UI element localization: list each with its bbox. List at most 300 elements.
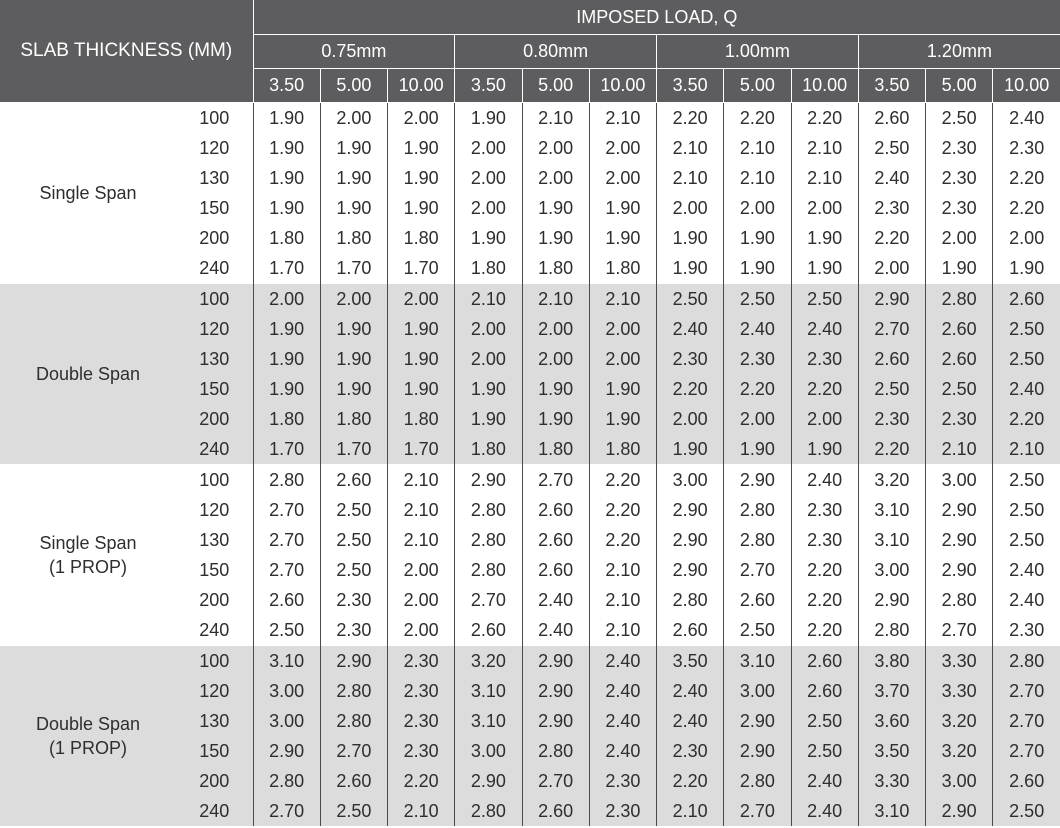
- span-value-cell: 1.70: [253, 253, 320, 284]
- span-value-cell: 2.00: [589, 344, 656, 374]
- span-value-cell: 3.10: [858, 495, 925, 525]
- span-value-cell: 1.90: [388, 163, 455, 193]
- span-value-cell: 3.00: [724, 676, 791, 706]
- span-value-cell: 2.70: [455, 585, 522, 615]
- span-value-cell: 2.30: [926, 133, 993, 163]
- span-value-cell: 1.90: [522, 404, 589, 434]
- slab-thickness-cell: 240: [199, 257, 230, 278]
- span-value-cell: 2.20: [724, 103, 791, 134]
- span-value-cell: 2.00: [388, 555, 455, 585]
- span-type-label: [0, 284, 176, 465]
- slab-thickness-cell: 150: [176, 374, 253, 404]
- slab-thickness-cell: 130: [199, 529, 230, 550]
- span-value-cell: 2.60: [993, 284, 1060, 315]
- span-value-cell: 2.10: [589, 103, 656, 134]
- span-value-cell: 2.30: [791, 344, 858, 374]
- span-value-cell: 2.40: [858, 163, 925, 193]
- span-value-cell: 2.10: [791, 163, 858, 193]
- span-value-cell: 2.30: [388, 676, 455, 706]
- span-value-cell: 2.30: [388, 646, 455, 677]
- span-value-cell: 1.90: [320, 344, 387, 374]
- load-value-header: 5.00: [724, 69, 791, 103]
- span-value-cell: 1.90: [253, 374, 320, 404]
- span-value-cell: 3.10: [858, 796, 925, 826]
- span-value-cell: 3.00: [858, 555, 925, 585]
- span-value-cell: 2.00: [388, 103, 455, 134]
- span-value-cell: 2.80: [455, 555, 522, 585]
- span-value-cell: 3.00: [455, 736, 522, 766]
- span-value-cell: 2.70: [253, 555, 320, 585]
- span-value-cell: 1.90: [522, 223, 589, 253]
- span-value-cell: 1.90: [724, 434, 791, 465]
- span-value-cell: 2.30: [657, 736, 724, 766]
- span-value-cell: 2.10: [589, 555, 656, 585]
- span-value-cell: 2.50: [993, 495, 1060, 525]
- load-value-header: 10.00: [388, 69, 455, 103]
- load-value-header: 3.50: [455, 69, 522, 103]
- slab-thickness-cell: 130: [199, 167, 230, 188]
- span-value-cell: 1.90: [926, 253, 993, 284]
- span-value-cell: 2.60: [926, 314, 993, 344]
- span-value-cell: 2.00: [522, 344, 589, 374]
- span-value-cell: 3.30: [858, 766, 925, 796]
- span-value-cell: 1.90: [522, 193, 589, 223]
- span-value-cell: 2.50: [993, 796, 1060, 826]
- span-value-cell: 2.30: [926, 404, 993, 434]
- span-value-cell: 3.00: [657, 465, 724, 496]
- span-value-cell: 2.80: [724, 766, 791, 796]
- span-value-cell: 2.30: [388, 736, 455, 766]
- slab-thickness-cell: 240: [176, 796, 253, 826]
- span-value-cell: 3.20: [858, 465, 925, 496]
- span-value-cell: 2.90: [253, 736, 320, 766]
- span-value-cell: 2.00: [522, 163, 589, 193]
- span-value-cell: 1.90: [253, 103, 320, 134]
- span-value-cell: 1.90: [791, 253, 858, 284]
- table-row: [0, 465, 1060, 496]
- span-type-label-line: Double Span: [35, 714, 141, 734]
- span-type-label-line: (1 PROP): [48, 738, 127, 758]
- span-value-cell: 2.00: [858, 253, 925, 284]
- span-value-cell: 2.50: [993, 525, 1060, 555]
- span-value-cell: 3.30: [926, 676, 993, 706]
- span-type-label-line: Single Span: [39, 533, 137, 553]
- slab-thickness-cell: 130: [176, 706, 253, 736]
- span-value-cell: 2.00: [388, 284, 455, 315]
- span-value-cell: 2.20: [589, 495, 656, 525]
- span-value-cell: 2.50: [320, 495, 387, 525]
- span-value-cell: 2.00: [589, 314, 656, 344]
- slab-thickness-header: SLAB THICKNESS (MM): [0, 0, 253, 103]
- span-group: [0, 646, 1060, 827]
- span-value-cell: 1.90: [253, 314, 320, 344]
- span-value-cell: 2.90: [926, 796, 993, 826]
- slab-thickness-cell: 120: [176, 676, 253, 706]
- span-value-cell: 1.90: [657, 223, 724, 253]
- span-value-cell: 3.10: [253, 646, 320, 677]
- span-value-cell: 3.60: [858, 706, 925, 736]
- span-value-cell: 2.00: [455, 133, 522, 163]
- span-value-cell: 2.10: [926, 434, 993, 465]
- span-value-cell: 1.90: [724, 253, 791, 284]
- span-value-cell: 1.80: [455, 434, 522, 465]
- span-value-cell: 2.00: [791, 193, 858, 223]
- span-value-cell: 2.00: [657, 193, 724, 223]
- span-value-cell: 2.60: [993, 766, 1060, 796]
- span-value-cell: 1.70: [320, 253, 387, 284]
- span-value-cell: 2.20: [791, 103, 858, 134]
- span-value-cell: 1.90: [388, 314, 455, 344]
- span-type-label: [0, 646, 176, 827]
- load-value-header: 5.00: [522, 69, 589, 103]
- span-value-cell: 1.90: [320, 314, 387, 344]
- table-row: [0, 103, 1060, 134]
- span-value-cell: 2.00: [522, 133, 589, 163]
- span-value-cell: 2.10: [388, 465, 455, 496]
- span-value-cell: 1.80: [522, 434, 589, 465]
- slab-thickness-cell: 240: [199, 619, 230, 640]
- slab-thickness-cell: 200: [199, 227, 230, 248]
- span-value-cell: 2.90: [657, 495, 724, 525]
- span-type-label-line: (1 PROP): [48, 557, 127, 577]
- span-value-cell: 2.20: [388, 766, 455, 796]
- span-value-cell: 2.10: [724, 133, 791, 163]
- span-value-cell: 2.10: [993, 434, 1060, 465]
- span-value-cell: 2.80: [522, 736, 589, 766]
- span-value-cell: 2.40: [522, 615, 589, 646]
- span-value-cell: 3.10: [455, 676, 522, 706]
- span-value-cell: 2.30: [858, 193, 925, 223]
- span-value-cell: 2.20: [724, 374, 791, 404]
- span-value-cell: 1.90: [455, 223, 522, 253]
- span-value-cell: 2.10: [388, 495, 455, 525]
- span-value-cell: 2.20: [858, 223, 925, 253]
- span-value-cell: 2.70: [522, 465, 589, 496]
- span-value-cell: 3.10: [455, 706, 522, 736]
- span-value-cell: 2.80: [926, 585, 993, 615]
- slab-thickness-cell: 130: [176, 344, 253, 374]
- span-group: [0, 284, 1060, 465]
- span-value-cell: 2.20: [657, 103, 724, 134]
- span-value-cell: 2.60: [858, 103, 925, 134]
- span-value-cell: 2.30: [791, 495, 858, 525]
- span-value-cell: 2.80: [657, 585, 724, 615]
- span-value-cell: 2.40: [589, 736, 656, 766]
- span-value-cell: 2.50: [926, 374, 993, 404]
- span-value-cell: 2.00: [320, 284, 387, 315]
- slab-thickness-cell: 100: [176, 284, 253, 315]
- span-value-cell: 1.90: [589, 404, 656, 434]
- span-value-cell: 2.20: [791, 585, 858, 615]
- span-value-cell: 2.10: [657, 133, 724, 163]
- span-value-cell: 3.80: [858, 646, 925, 677]
- imposed-load-header: IMPOSED LOAD, Q: [253, 0, 1060, 35]
- span-value-cell: 2.90: [926, 525, 993, 555]
- span-value-cell: 2.10: [589, 284, 656, 315]
- span-value-cell: 2.40: [589, 676, 656, 706]
- span-value-cell: 1.80: [253, 404, 320, 434]
- span-value-cell: 1.80: [455, 253, 522, 284]
- slab-thickness-cell: 120: [199, 499, 230, 520]
- span-value-cell: 3.50: [657, 646, 724, 677]
- span-value-cell: 2.50: [724, 615, 791, 646]
- span-type-label: [0, 103, 176, 284]
- span-value-cell: 3.00: [253, 706, 320, 736]
- slab-thickness-cell: 200: [199, 589, 230, 610]
- span-value-cell: 2.30: [858, 404, 925, 434]
- span-value-cell: 2.80: [724, 495, 791, 525]
- span-value-cell: 3.20: [926, 736, 993, 766]
- span-value-cell: 1.90: [320, 133, 387, 163]
- span-value-cell: 1.90: [253, 193, 320, 223]
- span-value-cell: 2.00: [589, 133, 656, 163]
- span-value-cell: 3.00: [926, 766, 993, 796]
- span-value-cell: 2.80: [253, 766, 320, 796]
- span-value-cell: 2.50: [791, 284, 858, 315]
- span-value-cell: 2.00: [522, 314, 589, 344]
- span-value-cell: 2.20: [589, 465, 656, 496]
- span-value-cell: 2.70: [993, 676, 1060, 706]
- span-value-cell: 1.80: [589, 434, 656, 465]
- span-value-cell: 1.80: [253, 223, 320, 253]
- load-value-header: 3.50: [253, 69, 320, 103]
- span-value-cell: 1.90: [657, 253, 724, 284]
- span-value-cell: 2.70: [858, 314, 925, 344]
- span-value-cell: 1.90: [791, 434, 858, 465]
- span-value-cell: 2.10: [522, 103, 589, 134]
- span-value-cell: 2.00: [724, 193, 791, 223]
- span-value-cell: 2.20: [993, 193, 1060, 223]
- gauge-header: 0.80mm: [455, 35, 657, 69]
- span-value-cell: 2.90: [724, 736, 791, 766]
- gauge-header: 1.00mm: [657, 35, 859, 69]
- span-value-cell: 2.90: [455, 465, 522, 496]
- load-value-header: 10.00: [791, 69, 858, 103]
- span-value-cell: 1.90: [320, 163, 387, 193]
- span-value-cell: 2.40: [791, 314, 858, 344]
- span-value-cell: 2.80: [455, 525, 522, 555]
- span-value-cell: 2.60: [522, 796, 589, 826]
- span-value-cell: 2.30: [926, 193, 993, 223]
- span-value-cell: 2.30: [320, 585, 387, 615]
- span-value-cell: 2.40: [993, 374, 1060, 404]
- span-value-cell: 2.70: [253, 796, 320, 826]
- span-value-cell: 2.00: [724, 404, 791, 434]
- span-value-cell: 2.30: [388, 706, 455, 736]
- span-value-cell: 3.10: [724, 646, 791, 677]
- span-value-cell: 1.90: [657, 434, 724, 465]
- span-value-cell: 3.00: [926, 465, 993, 496]
- span-value-cell: 2.70: [724, 796, 791, 826]
- span-value-cell: 2.90: [724, 706, 791, 736]
- load-value-header: 10.00: [993, 69, 1060, 103]
- span-value-cell: 2.90: [320, 646, 387, 677]
- span-value-cell: 2.70: [926, 615, 993, 646]
- span-value-cell: 2.30: [791, 525, 858, 555]
- span-value-cell: 2.80: [320, 706, 387, 736]
- span-value-cell: 2.90: [724, 465, 791, 496]
- span-value-cell: 2.30: [993, 615, 1060, 646]
- gauge-header: 1.20mm: [858, 35, 1060, 69]
- span-value-cell: 2.00: [455, 314, 522, 344]
- span-value-cell: 1.90: [253, 133, 320, 163]
- span-value-cell: 3.50: [858, 736, 925, 766]
- span-value-cell: 2.50: [926, 103, 993, 134]
- span-value-cell: 2.00: [455, 344, 522, 374]
- span-value-cell: 2.40: [993, 555, 1060, 585]
- span-value-cell: 2.30: [993, 133, 1060, 163]
- span-value-cell: 2.70: [993, 706, 1060, 736]
- span-value-cell: 2.20: [791, 555, 858, 585]
- load-value-header: 5.00: [926, 69, 993, 103]
- span-value-cell: 3.20: [455, 646, 522, 677]
- span-value-cell: 2.80: [993, 646, 1060, 677]
- span-value-cell: 2.30: [589, 766, 656, 796]
- span-value-cell: 2.70: [993, 736, 1060, 766]
- span-value-cell: 3.70: [858, 676, 925, 706]
- span-value-cell: 2.80: [926, 284, 993, 315]
- table-row: [0, 646, 1060, 677]
- span-value-cell: 2.60: [926, 344, 993, 374]
- span-group: [0, 103, 1060, 284]
- span-value-cell: 2.90: [926, 555, 993, 585]
- span-value-cell: 1.90: [455, 374, 522, 404]
- span-value-cell: 2.40: [657, 676, 724, 706]
- span-value-cell: 1.70: [320, 434, 387, 465]
- span-value-cell: 1.90: [791, 223, 858, 253]
- span-value-cell: 2.20: [657, 766, 724, 796]
- span-value-cell: 2.90: [657, 525, 724, 555]
- span-value-cell: 2.70: [522, 766, 589, 796]
- span-value-cell: 2.10: [724, 163, 791, 193]
- slab-thickness-cell: 240: [176, 434, 253, 465]
- span-value-cell: 2.60: [455, 615, 522, 646]
- span-value-cell: 2.30: [657, 344, 724, 374]
- span-value-cell: 2.00: [253, 284, 320, 315]
- span-value-cell: 1.90: [388, 133, 455, 163]
- span-value-cell: 2.00: [926, 223, 993, 253]
- span-value-cell: 2.80: [455, 796, 522, 826]
- span-value-cell: 1.80: [320, 223, 387, 253]
- span-value-cell: 2.90: [522, 706, 589, 736]
- span-value-cell: 2.40: [589, 646, 656, 677]
- span-value-cell: 2.10: [791, 133, 858, 163]
- span-value-cell: 2.00: [589, 163, 656, 193]
- span-group: [0, 465, 1060, 646]
- span-value-cell: 2.40: [993, 585, 1060, 615]
- span-value-cell: 2.00: [388, 585, 455, 615]
- span-value-cell: 3.30: [926, 646, 993, 677]
- span-value-cell: 3.00: [253, 676, 320, 706]
- slab-thickness-cell: 100: [176, 646, 253, 677]
- span-value-cell: 2.10: [455, 284, 522, 315]
- gauge-header: 0.75mm: [253, 35, 455, 69]
- span-value-cell: 2.00: [993, 223, 1060, 253]
- span-value-cell: 2.30: [320, 615, 387, 646]
- span-value-cell: 1.80: [388, 404, 455, 434]
- span-value-cell: 2.00: [388, 615, 455, 646]
- span-value-cell: 1.70: [388, 434, 455, 465]
- span-value-cell: 1.90: [589, 223, 656, 253]
- span-value-cell: 2.60: [522, 525, 589, 555]
- span-value-cell: 2.60: [320, 766, 387, 796]
- span-value-cell: 2.90: [455, 766, 522, 796]
- span-value-cell: 3.20: [926, 706, 993, 736]
- span-value-cell: 2.50: [858, 133, 925, 163]
- span-value-cell: 2.80: [858, 615, 925, 646]
- span-value-cell: 2.30: [926, 163, 993, 193]
- span-value-cell: 2.30: [724, 344, 791, 374]
- span-value-cell: 1.90: [455, 404, 522, 434]
- span-value-cell: 2.40: [791, 766, 858, 796]
- span-value-cell: 2.40: [724, 314, 791, 344]
- span-value-cell: 2.50: [320, 555, 387, 585]
- span-value-cell: 2.20: [657, 374, 724, 404]
- span-value-cell: 2.10: [589, 585, 656, 615]
- span-value-cell: 2.60: [657, 615, 724, 646]
- span-value-cell: 2.10: [388, 796, 455, 826]
- span-value-cell: 2.10: [589, 615, 656, 646]
- span-value-cell: 1.80: [589, 253, 656, 284]
- span-value-cell: 1.80: [320, 404, 387, 434]
- load-value-header: 3.50: [657, 69, 724, 103]
- slab-thickness-cell: 100: [176, 465, 253, 496]
- span-value-cell: 2.50: [993, 314, 1060, 344]
- span-value-cell: 1.70: [253, 434, 320, 465]
- slab-thickness-cell: 120: [199, 137, 230, 158]
- span-type-label-line: Double Span: [35, 364, 141, 384]
- span-value-cell: 2.60: [858, 344, 925, 374]
- load-value-header: 3.50: [858, 69, 925, 103]
- span-value-cell: 2.30: [589, 796, 656, 826]
- span-value-cell: 2.50: [320, 796, 387, 826]
- span-value-cell: 1.70: [388, 253, 455, 284]
- span-value-cell: 2.60: [522, 555, 589, 585]
- span-value-cell: 2.50: [320, 525, 387, 555]
- span-value-cell: 2.60: [522, 495, 589, 525]
- span-value-cell: 2.70: [253, 495, 320, 525]
- span-value-cell: 1.90: [320, 374, 387, 404]
- span-value-cell: 2.60: [791, 676, 858, 706]
- span-value-cell: 2.20: [993, 404, 1060, 434]
- span-type-label-line: Single Span: [39, 183, 137, 203]
- span-value-cell: 2.40: [791, 465, 858, 496]
- span-value-cell: 2.20: [858, 434, 925, 465]
- slab-thickness-cell: 200: [176, 766, 253, 796]
- span-value-cell: 2.70: [320, 736, 387, 766]
- span-value-cell: 2.10: [388, 525, 455, 555]
- span-value-cell: 2.40: [993, 103, 1060, 134]
- span-value-cell: 2.20: [589, 525, 656, 555]
- slab-thickness-cell: 200: [176, 404, 253, 434]
- span-value-cell: 2.90: [926, 495, 993, 525]
- span-value-cell: 2.90: [522, 646, 589, 677]
- load-value-header: 10.00: [589, 69, 656, 103]
- slab-thickness-cell: 150: [199, 197, 230, 218]
- span-value-cell: 2.40: [522, 585, 589, 615]
- span-value-cell: 2.00: [455, 193, 522, 223]
- span-value-cell: 2.90: [858, 585, 925, 615]
- span-value-cell: 2.80: [455, 495, 522, 525]
- span-value-cell: 2.80: [320, 676, 387, 706]
- span-value-cell: 1.90: [522, 374, 589, 404]
- span-value-cell: 1.90: [320, 193, 387, 223]
- slab-thickness-cell: 100: [199, 107, 230, 128]
- span-value-cell: 1.90: [388, 344, 455, 374]
- span-value-cell: 1.90: [589, 374, 656, 404]
- span-value-cell: 2.80: [253, 465, 320, 496]
- span-value-cell: 2.50: [993, 344, 1060, 374]
